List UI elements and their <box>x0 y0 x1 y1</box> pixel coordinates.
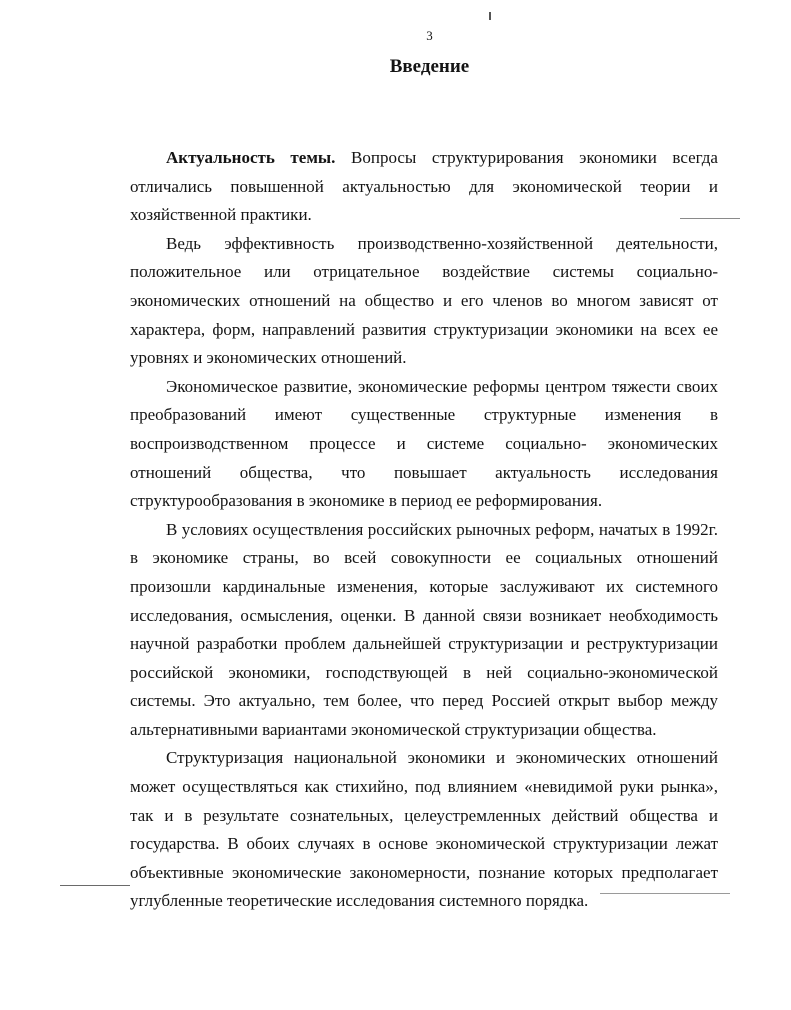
paragraph-text: Структуризация национальной экономики и экономических отношений может осуществляться как стихийно, под влиянием «невидимой руки рынка», так и в результате сознательных, целеустремленных действий общества и государства. В обоих случаях в основе экономической структуризации лежат объективные экономические закономерности, познание которых предполагает углубленные теоретические исследования системного порядка. <box>130 748 718 911</box>
paragraph <box>130 373 718 516</box>
paragraph-text: Ведь эффективность производственно-хозяйственной деятельности, положительное или отрицательное воздействие системы социально-экономических отношений на общество и его членов во многом зависят от характера, форм, направлений развития структуризации экономики на всех ее уровнях и экономических отношений. <box>130 233 718 368</box>
paragraph-text: Вопросы структурирования экономики всегда отличались повышенной актуальностью для экономической теории и хозяйственной практики. <box>130 148 718 225</box>
paragraph <box>130 744 718 916</box>
page-number: 3 <box>426 28 433 43</box>
paragraph-lead: Актуальность темы. <box>166 148 336 167</box>
scan-artifact <box>600 893 730 894</box>
paragraph <box>130 516 718 745</box>
scan-artifact <box>680 218 740 219</box>
scan-artifact <box>489 12 491 20</box>
document-body <box>130 144 718 916</box>
paragraph <box>130 230 718 373</box>
paragraph-text: В условиях осуществления российских рыночных реформ, начатых в 1992г. в экономике страны, во всей совокупности ее социальных отношений произошли кардинальные изменения, которые заслуживают их системного исследования, осмысления, оценки. В данной связи возникает необходимость научной разработки проблем дальнейшей структуризации и реструктуризации российской экономики, господствующей в ней социально-экономической системы. Это актуально, тем более, что перед Россией открыт выбор между альтернативными вариантами экономической структуризации общества. <box>130 519 718 739</box>
paragraph-text: Экономическое развитие, экономические реформы центром тяжести своих преобразований имеют существенные структурные изменения в воспроизводственном процессе и системе социально- экономических отношений общества, что повышает актуальность исследования структурообразования в экономике в период ее реформирования. <box>130 376 718 511</box>
scan-artifact <box>60 885 130 886</box>
paragraph-relevance <box>130 144 718 230</box>
page-title: Введение <box>389 56 470 77</box>
